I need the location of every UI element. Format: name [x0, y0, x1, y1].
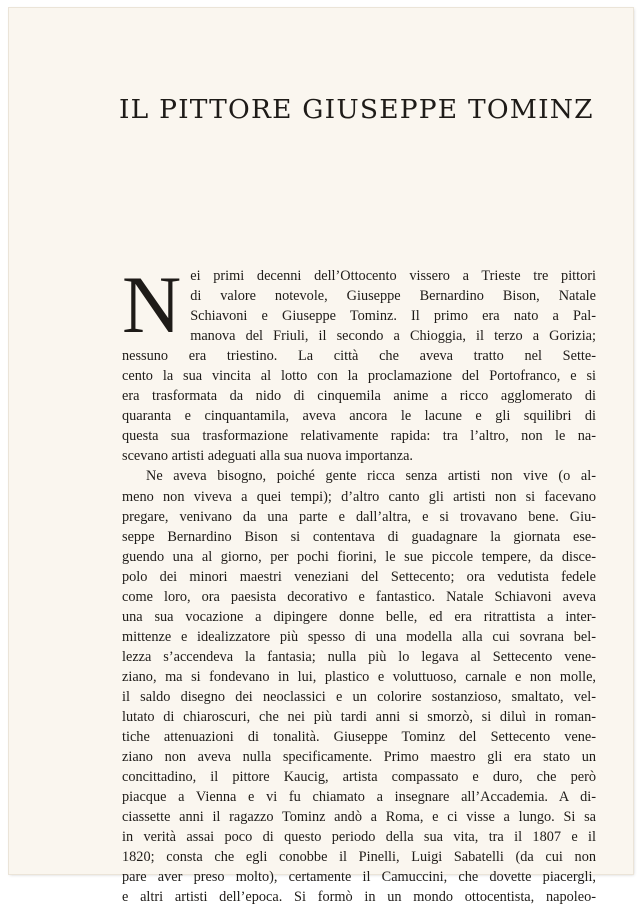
text-line: pregare, venivano da una parte e dall’altra, e si trovavano bene. Giu-	[122, 508, 596, 525]
text-line: lezza s’accendeva la fantasia; nulla più lo legava al Settecento vene-	[122, 648, 596, 665]
text-line: seppe Bernardino Bison si contentava di guadagnare la giornata ese-	[122, 528, 596, 545]
text-line: tiche attenuazioni di tonalità. Giuseppe Tominz del Settecento vene-	[122, 729, 596, 746]
text-line: ziano non aveva nulla specificamente. Primo maestro gli era stato un	[122, 749, 596, 766]
text-line: in verità assai poco di questo periodo della sua vita, tra il 1807 e il	[122, 829, 596, 846]
text-line: piacque a Vienna e vi fu chiamato a insegnare all’Accademia. A di-	[122, 789, 596, 806]
text-line: ciassette anni il ragazzo Tominz andò a Roma, e ci visse a lungo. Si sa	[122, 809, 596, 826]
paragraph-1	[122, 259, 596, 466]
text-line: ei primi decenni dell’Ottocento vissero a Trieste tre pittori	[190, 268, 596, 284]
text-line: cento la sua vincita al lotto con la proclamazione del Portofranco, e si	[122, 368, 596, 385]
text-line: il saldo disegno dei neoclassici e un colorire sostanzioso, smaltato, vel-	[122, 688, 596, 705]
paragraph-2	[122, 466, 596, 907]
article-body	[122, 259, 596, 908]
text-line: lutato di chiaroscuri, che nei più tardi anni si smorzò, si diluì in roman-	[122, 709, 596, 726]
text-line: era trasformata da nido di cinquemila anime a ricco agglomerato di	[122, 388, 596, 405]
book-page	[9, 8, 633, 906]
text-line: polo dei minori maestri veneziani del Settecento; ora vedutista fedele	[122, 568, 596, 585]
text-line: meno non viveva a quei tempi); d’altro canto gli artisti non si facevano	[122, 488, 596, 505]
text-line: manova del Friuli, il secondo a Chioggia, il terzo a Gorizia;	[190, 328, 596, 345]
page-title: IL PITTORE GIUSEPPE TOMINZ	[119, 94, 594, 125]
text-line: Schiavoni e Giuseppe Tominz. Il primo era nato a Pal-	[190, 308, 596, 325]
text-line: una sua vocazione a dipingere donne belle, ed era ritrattista a inter-	[122, 608, 596, 625]
text-line: concittadino, il pittore Kaucig, artista compassato e duro, che però	[122, 769, 596, 786]
text-line: ziano, ma si fondevano in lui, plastico e voluttuoso, carnale e non molle,	[122, 668, 596, 685]
text-line: nessuno era triestino. La città che aveva tratto nel Sette-	[122, 348, 596, 365]
text-line: come loro, ora paesista decorativo e fantastico. Natale Schiavoni aveva	[122, 588, 596, 605]
text-line: di valore notevole, Giuseppe Bernardino Bison, Natale	[190, 288, 596, 305]
text-line: pare aver preso molto), certamente il Camuccini, che dovette piacergli,	[122, 869, 596, 886]
text-line: e altri artisti dell’epoca. Si formò in un mondo ottocentista, napoleo-	[122, 889, 596, 906]
drop-cap-letter: N	[122, 259, 182, 350]
text-line: quaranta e cinquantamila, aveva ancora le lacune e gli squilibri di	[122, 408, 596, 425]
text-line: scevano artisti adeguati alla sua nuova importanza.	[122, 448, 413, 465]
text-line: guendo una al giorno, per pochi fiorini, le sue piccole tempere, da disce-	[122, 548, 596, 565]
text-line: mittenze e idealizzatore più spesso di una modella alla cui sovrana bel-	[122, 628, 596, 645]
text-line: 1820; consta che egli conobbe il Pinelli, Luigi Sabatelli (da cui non	[122, 849, 596, 866]
text-line: questa sua trasformazione relativamente rapida: tra l’altro, non le na-	[122, 428, 596, 445]
text-line: Ne aveva bisogno, poiché gente ricca senza artisti non vive (o al-	[146, 468, 596, 485]
